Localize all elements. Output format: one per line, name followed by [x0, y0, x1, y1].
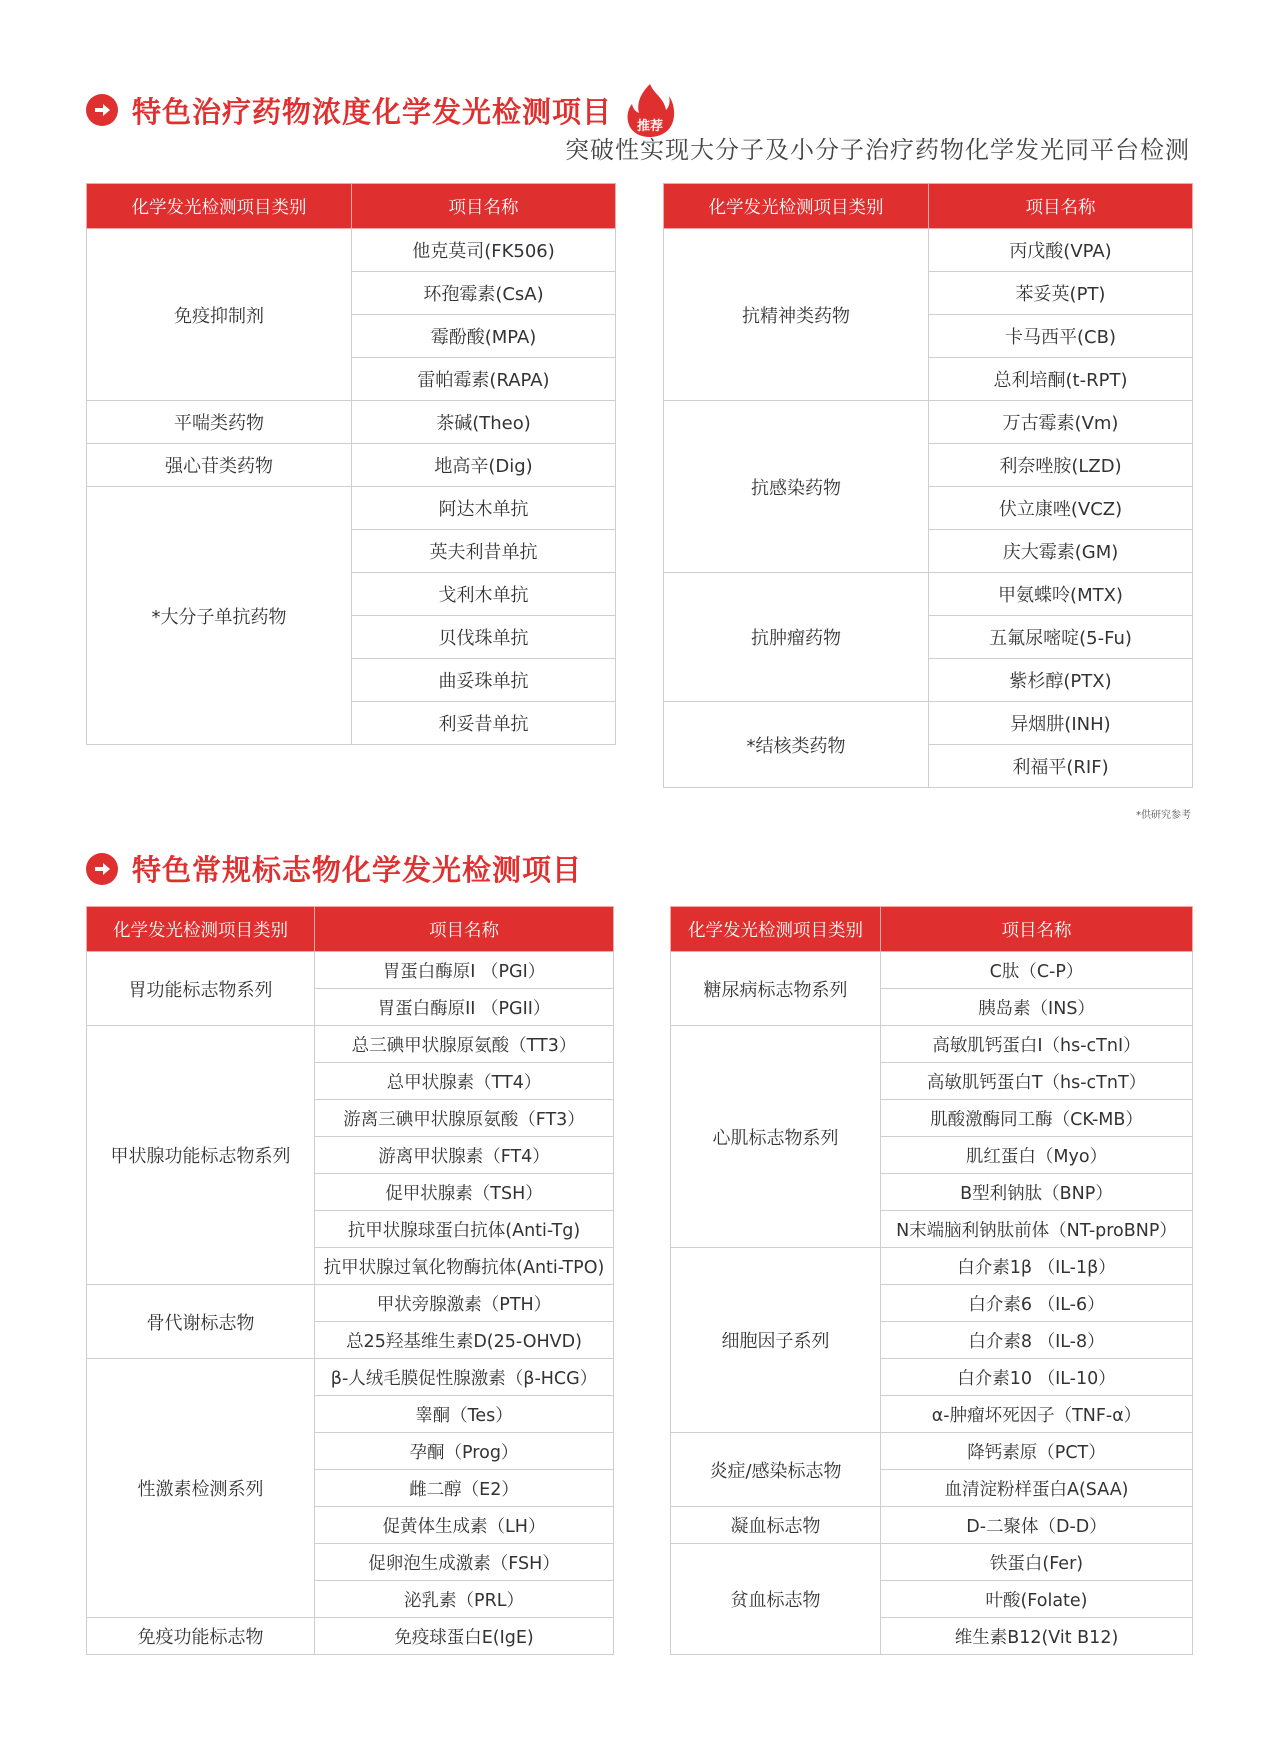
item-cell: 降钙素原（PCT）	[881, 1433, 1193, 1470]
item-cell: 阿达木单抗	[352, 487, 616, 530]
item-cell: 庆大霉素(GM)	[929, 530, 1193, 573]
category-cell: 强心苷类药物	[87, 444, 352, 487]
item-cell: 英夫利昔单抗	[352, 530, 616, 573]
category-cell: 胃功能标志物系列	[87, 952, 315, 1026]
table-header-row	[671, 907, 1193, 952]
category-cell: 抗肿瘤药物	[664, 573, 929, 702]
table-row	[87, 1285, 614, 1322]
table-row	[671, 1026, 1193, 1063]
item-cell: 维生素B12(Vit B12)	[881, 1618, 1193, 1655]
item-cell: 利福平(RIF)	[929, 745, 1193, 788]
table-row	[87, 1359, 614, 1396]
drug-table-left	[86, 183, 616, 745]
item-cell: β-人绒毛膜促性腺激素（β-HCG）	[315, 1359, 614, 1396]
item-cell: B型利钠肽（BNP）	[881, 1174, 1193, 1211]
table-row	[87, 444, 616, 487]
item-cell: 曲妥珠单抗	[352, 659, 616, 702]
table-header-row	[87, 907, 614, 952]
category-cell: 性激素检测系列	[87, 1359, 315, 1618]
table-row	[671, 1433, 1193, 1470]
marker-table-left	[86, 906, 614, 1655]
table-row	[87, 1618, 614, 1655]
item-cell: 霉酚酸(MPA)	[352, 315, 616, 358]
item-cell: 茶碱(Theo)	[352, 401, 616, 444]
category-cell: 抗精神类药物	[664, 229, 929, 401]
item-cell: 丙戊酸(VPA)	[929, 229, 1193, 272]
item-cell: 白介素8 （IL-8）	[881, 1322, 1193, 1359]
table-row	[671, 1544, 1193, 1581]
item-cell: 甲状旁腺激素（PTH）	[315, 1285, 614, 1322]
category-cell: 免疫抑制剂	[87, 229, 352, 401]
item-cell: D-二聚体（D-D）	[881, 1507, 1193, 1544]
item-cell: 游离三碘甲状腺原氨酸（FT3）	[315, 1100, 614, 1137]
item-cell: 抗甲状腺过氧化物酶抗体(Anti-TPO)	[315, 1248, 614, 1285]
item-cell: 苯妥英(PT)	[929, 272, 1193, 315]
category-column-header: 化学发光检测项目类别	[664, 184, 929, 229]
item-cell: 白介素10 （IL-10）	[881, 1359, 1193, 1396]
item-cell: 五氟尿嘧啶(5-Fu)	[929, 616, 1193, 659]
table-row	[664, 229, 1193, 272]
item-cell: 贝伐珠单抗	[352, 616, 616, 659]
section1-subtitle: 突破性实现大分子及小分子治疗药物化学发光同平台检测	[565, 136, 1190, 164]
item-cell: C肽（C-P）	[881, 952, 1193, 989]
item-cell: 他克莫司(FK506)	[352, 229, 616, 272]
category-cell: 抗感染药物	[664, 401, 929, 573]
item-cell: 利奈唑胺(LZD)	[929, 444, 1193, 487]
item-cell: 高敏肌钙蛋白I（hs-cTnI）	[881, 1026, 1193, 1063]
item-cell: 地高辛(Dig)	[352, 444, 616, 487]
category-column-header: 化学发光检测项目类别	[87, 184, 352, 229]
table-row	[671, 952, 1193, 989]
table-row	[87, 952, 614, 989]
category-cell: 糖尿病标志物系列	[671, 952, 881, 1026]
item-cell: 胰岛素（INS）	[881, 989, 1193, 1026]
item-cell: 伏立康唑(VCZ)	[929, 487, 1193, 530]
item-cell: 白介素1β （IL-1β）	[881, 1248, 1193, 1285]
item-cell: 异烟肼(INH)	[929, 702, 1193, 745]
item-cell: 睾酮（Tes）	[315, 1396, 614, 1433]
item-column-header: 项目名称	[881, 907, 1193, 952]
item-cell: 卡马西平(CB)	[929, 315, 1193, 358]
section1-title: 特色治疗药物浓度化学发光检测项目	[132, 94, 613, 129]
drug-table-right	[663, 183, 1193, 788]
item-cell: 抗甲状腺球蛋白抗体(Anti-Tg)	[315, 1211, 614, 1248]
footnote: *供研究参考	[1136, 810, 1191, 821]
table-row	[671, 1507, 1193, 1544]
category-cell: 平喘类药物	[87, 401, 352, 444]
item-cell: 甲氨蝶呤(MTX)	[929, 573, 1193, 616]
item-cell: 铁蛋白(Fer)	[881, 1544, 1193, 1581]
table-row	[664, 573, 1193, 616]
item-cell: 总甲状腺素（TT4）	[315, 1063, 614, 1100]
item-cell: 血清淀粉样蛋白A(SAA)	[881, 1470, 1193, 1507]
item-cell: 总利培酮(t-RPT)	[929, 358, 1193, 401]
item-cell: N末端脑利钠肽前体（NT-proBNP）	[881, 1211, 1193, 1248]
item-cell: 总三碘甲状腺原氨酸（TT3）	[315, 1026, 614, 1063]
recommend-badge: 推荐	[637, 119, 664, 134]
item-column-header: 项目名称	[929, 184, 1193, 229]
arrow-right-icon	[86, 853, 118, 885]
item-cell: 戈利木单抗	[352, 573, 616, 616]
table-row	[87, 1026, 614, 1063]
category-column-header: 化学发光检测项目类别	[671, 907, 881, 952]
category-cell: 甲状腺功能标志物系列	[87, 1026, 315, 1285]
item-cell: α-肿瘤坏死因子（TNF-α）	[881, 1396, 1193, 1433]
item-cell: 肌红蛋白（Myo）	[881, 1137, 1193, 1174]
item-cell: 雌二醇（E2）	[315, 1470, 614, 1507]
item-cell: 促甲状腺素（TSH）	[315, 1174, 614, 1211]
table-row	[671, 1248, 1193, 1285]
item-cell: 免疫球蛋白E(IgE)	[315, 1618, 614, 1655]
item-cell: 叶酸(Folate)	[881, 1581, 1193, 1618]
item-cell: 肌酸激酶同工酶（CK-MB）	[881, 1100, 1193, 1137]
item-cell: 环孢霉素(CsA)	[352, 272, 616, 315]
item-column-header: 项目名称	[315, 907, 614, 952]
table-row	[87, 487, 616, 530]
item-cell: 利妥昔单抗	[352, 702, 616, 745]
category-cell: 细胞因子系列	[671, 1248, 881, 1433]
category-cell: 炎症/感染标志物	[671, 1433, 881, 1507]
category-cell: 贫血标志物	[671, 1544, 881, 1655]
item-cell: 游离甲状腺素（FT4）	[315, 1137, 614, 1174]
category-cell: 骨代谢标志物	[87, 1285, 315, 1359]
item-column-header: 项目名称	[352, 184, 616, 229]
category-cell: 凝血标志物	[671, 1507, 881, 1544]
table-row	[664, 401, 1193, 444]
item-cell: 高敏肌钙蛋白T（hs-cTnT）	[881, 1063, 1193, 1100]
item-cell: 泌乳素（PRL）	[315, 1581, 614, 1618]
item-cell: 孕酮（Prog）	[315, 1433, 614, 1470]
category-column-header: 化学发光检测项目类别	[87, 907, 315, 952]
item-cell: 白介素6 （IL-6）	[881, 1285, 1193, 1322]
category-cell: 心肌标志物系列	[671, 1026, 881, 1248]
category-cell: *结核类药物	[664, 702, 929, 788]
item-cell: 促卵泡生成激素（FSH）	[315, 1544, 614, 1581]
item-cell: 紫杉醇(PTX)	[929, 659, 1193, 702]
table-header-row	[664, 184, 1193, 229]
table-row	[664, 702, 1193, 745]
category-cell: *大分子单抗药物	[87, 487, 352, 745]
table-row	[87, 229, 616, 272]
item-cell: 胃蛋白酶原I （PGI）	[315, 952, 614, 989]
category-cell: 免疫功能标志物	[87, 1618, 315, 1655]
section2-heading	[86, 848, 582, 889]
section2-title: 特色常规标志物化学发光检测项目	[132, 853, 583, 887]
table-row	[87, 401, 616, 444]
item-cell: 雷帕霉素(RAPA)	[352, 358, 616, 401]
item-cell: 万古霉素(Vm)	[929, 401, 1193, 444]
arrow-right-icon	[86, 94, 118, 126]
item-cell: 总25羟基维生素D(25-OHVD)	[315, 1322, 614, 1359]
marker-table-right	[670, 906, 1193, 1655]
table-header-row	[87, 184, 616, 229]
item-cell: 促黄体生成素（LH）	[315, 1507, 614, 1544]
item-cell: 胃蛋白酶原II （PGII）	[315, 989, 614, 1026]
